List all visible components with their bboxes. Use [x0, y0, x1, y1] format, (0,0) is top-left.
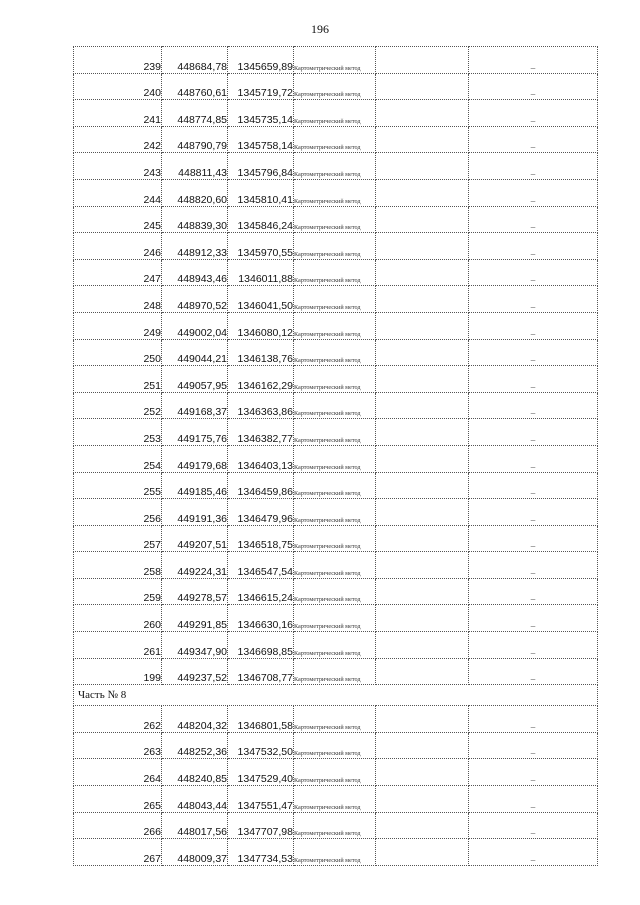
y-coordinate: 1347707,98	[228, 812, 294, 839]
table-row	[74, 286, 598, 313]
empty-cell	[376, 472, 469, 499]
x-coordinate: 448252,36	[162, 732, 228, 759]
table-row	[74, 259, 598, 286]
table-row	[74, 732, 598, 759]
empty-cell	[376, 366, 469, 393]
dash-cell: –	[469, 312, 598, 339]
point-number: 253	[74, 419, 162, 446]
method-cell: Картометрический метод	[294, 445, 376, 472]
dash-cell: –	[469, 472, 598, 499]
method-cell: Картометрический метод	[294, 706, 376, 733]
method-cell: Картометрический метод	[294, 419, 376, 446]
x-coordinate: 448043,44	[162, 786, 228, 813]
method-cell: Картометрический метод	[294, 759, 376, 786]
table-row	[74, 312, 598, 339]
method-cell: Картометрический метод	[294, 658, 376, 685]
dash-cell: –	[469, 179, 598, 206]
method-cell: Картометрический метод	[294, 339, 376, 366]
method-cell: Картометрический метод	[294, 47, 376, 74]
method-cell: Картометрический метод	[294, 233, 376, 260]
empty-cell	[376, 259, 469, 286]
x-coordinate: 448943,46	[162, 259, 228, 286]
table-row	[74, 47, 598, 74]
x-coordinate: 449291,85	[162, 605, 228, 632]
y-coordinate: 1345796,84	[228, 153, 294, 180]
table-body-part-8	[74, 706, 598, 866]
point-number: 260	[74, 605, 162, 632]
y-coordinate: 1346518,75	[228, 525, 294, 552]
point-number: 261	[74, 632, 162, 659]
coordinates-table	[73, 46, 598, 866]
y-coordinate: 1346630,16	[228, 605, 294, 632]
table-row	[74, 552, 598, 579]
dash-cell: –	[469, 206, 598, 233]
empty-cell	[376, 706, 469, 733]
dash-cell: –	[469, 100, 598, 127]
section-header	[74, 685, 598, 706]
y-coordinate: 1346479,96	[228, 499, 294, 526]
method-cell: Картометрический метод	[294, 839, 376, 866]
point-number: 258	[74, 552, 162, 579]
empty-cell	[376, 312, 469, 339]
y-coordinate: 1345735,14	[228, 100, 294, 127]
empty-cell	[376, 73, 469, 100]
table-row	[74, 499, 598, 526]
y-coordinate: 1345846,24	[228, 206, 294, 233]
method-cell: Картометрический метод	[294, 605, 376, 632]
point-number: 263	[74, 732, 162, 759]
y-coordinate: 1346011,88	[228, 259, 294, 286]
point-number: 249	[74, 312, 162, 339]
section-row	[74, 685, 598, 706]
dash-cell: –	[469, 499, 598, 526]
y-coordinate: 1346698,85	[228, 632, 294, 659]
section-label: Часть № 8	[74, 685, 598, 706]
y-coordinate: 1346382,77	[228, 419, 294, 446]
y-coordinate: 1346403,13	[228, 445, 294, 472]
point-number: 241	[74, 100, 162, 127]
x-coordinate: 448820,60	[162, 179, 228, 206]
table-row	[74, 472, 598, 499]
x-coordinate: 449224,31	[162, 552, 228, 579]
point-number: 262	[74, 706, 162, 733]
table-row	[74, 632, 598, 659]
table-row	[74, 525, 598, 552]
empty-cell	[376, 233, 469, 260]
x-coordinate: 449057,95	[162, 366, 228, 393]
y-coordinate: 1346708,77	[228, 658, 294, 685]
dash-cell: –	[469, 525, 598, 552]
point-number: 248	[74, 286, 162, 313]
empty-cell	[376, 419, 469, 446]
table-body-part-7	[74, 47, 598, 685]
y-coordinate: 1346138,76	[228, 339, 294, 366]
point-number: 252	[74, 392, 162, 419]
y-coordinate: 1347532,50	[228, 732, 294, 759]
empty-cell	[376, 552, 469, 579]
dash-cell: –	[469, 759, 598, 786]
table-row	[74, 786, 598, 813]
x-coordinate: 448684,78	[162, 47, 228, 74]
table-row	[74, 759, 598, 786]
y-coordinate: 1346162,29	[228, 366, 294, 393]
method-cell: Картометрический метод	[294, 732, 376, 759]
table-row	[74, 419, 598, 446]
y-coordinate: 1347529,40	[228, 759, 294, 786]
y-coordinate: 1345758,14	[228, 126, 294, 153]
method-cell: Картометрический метод	[294, 286, 376, 313]
method-cell: Картометрический метод	[294, 100, 376, 127]
y-coordinate: 1346547,54	[228, 552, 294, 579]
table-row	[74, 445, 598, 472]
empty-cell	[376, 339, 469, 366]
point-number: 255	[74, 472, 162, 499]
dash-cell: –	[469, 126, 598, 153]
empty-cell	[376, 153, 469, 180]
point-number: 254	[74, 445, 162, 472]
empty-cell	[376, 732, 469, 759]
method-cell: Картометрический метод	[294, 552, 376, 579]
method-cell: Картометрический метод	[294, 472, 376, 499]
table-row	[74, 839, 598, 866]
table-row	[74, 100, 598, 127]
method-cell: Картометрический метод	[294, 259, 376, 286]
x-coordinate: 449175,76	[162, 419, 228, 446]
table-row	[74, 339, 598, 366]
dash-cell: –	[469, 445, 598, 472]
point-number: 242	[74, 126, 162, 153]
point-number: 240	[74, 73, 162, 100]
y-coordinate: 1346459,86	[228, 472, 294, 499]
method-cell: Картометрический метод	[294, 786, 376, 813]
empty-cell	[376, 47, 469, 74]
point-number: 247	[74, 259, 162, 286]
x-coordinate: 449207,51	[162, 525, 228, 552]
table-row	[74, 392, 598, 419]
table-row	[74, 126, 598, 153]
x-coordinate: 448017,56	[162, 812, 228, 839]
x-coordinate: 449278,57	[162, 578, 228, 605]
table-row	[74, 658, 598, 685]
point-number: 246	[74, 233, 162, 260]
empty-cell	[376, 445, 469, 472]
dash-cell: –	[469, 732, 598, 759]
dash-cell: –	[469, 259, 598, 286]
point-number: 251	[74, 366, 162, 393]
method-cell: Картометрический метод	[294, 179, 376, 206]
x-coordinate: 449191,36	[162, 499, 228, 526]
y-coordinate: 1347551,47	[228, 786, 294, 813]
table-row	[74, 812, 598, 839]
y-coordinate: 1345659,89	[228, 47, 294, 74]
method-cell: Картометрический метод	[294, 392, 376, 419]
table-row	[74, 233, 598, 260]
x-coordinate: 448790,79	[162, 126, 228, 153]
x-coordinate: 448774,85	[162, 100, 228, 127]
method-cell: Картометрический метод	[294, 812, 376, 839]
point-number: 245	[74, 206, 162, 233]
empty-cell	[376, 126, 469, 153]
dash-cell: –	[469, 47, 598, 74]
y-coordinate: 1346801,58	[228, 706, 294, 733]
x-coordinate: 449185,46	[162, 472, 228, 499]
dash-cell: –	[469, 73, 598, 100]
dash-cell: –	[469, 366, 598, 393]
dash-cell: –	[469, 706, 598, 733]
dash-cell: –	[469, 839, 598, 866]
y-coordinate: 1346041,50	[228, 286, 294, 313]
dash-cell: –	[469, 605, 598, 632]
empty-cell	[376, 786, 469, 813]
empty-cell	[376, 179, 469, 206]
method-cell: Картометрический метод	[294, 578, 376, 605]
point-number: 259	[74, 578, 162, 605]
empty-cell	[376, 839, 469, 866]
point-number: 265	[74, 786, 162, 813]
y-coordinate: 1345719,72	[228, 73, 294, 100]
empty-cell	[376, 392, 469, 419]
table-row	[74, 578, 598, 605]
dash-cell: –	[469, 153, 598, 180]
empty-cell	[376, 499, 469, 526]
empty-cell	[376, 632, 469, 659]
x-coordinate: 448240,85	[162, 759, 228, 786]
y-coordinate: 1346615,24	[228, 578, 294, 605]
dash-cell: –	[469, 339, 598, 366]
method-cell: Картометрический метод	[294, 499, 376, 526]
method-cell: Картометрический метод	[294, 525, 376, 552]
table-row	[74, 206, 598, 233]
point-number: 266	[74, 812, 162, 839]
empty-cell	[376, 525, 469, 552]
dash-cell: –	[469, 812, 598, 839]
empty-cell	[376, 286, 469, 313]
empty-cell	[376, 578, 469, 605]
empty-cell	[376, 605, 469, 632]
method-cell: Картометрический метод	[294, 73, 376, 100]
table-row	[74, 73, 598, 100]
dash-cell: –	[469, 392, 598, 419]
dash-cell: –	[469, 658, 598, 685]
point-number: 256	[74, 499, 162, 526]
dash-cell: –	[469, 578, 598, 605]
x-coordinate: 449347,90	[162, 632, 228, 659]
method-cell: Картометрический метод	[294, 312, 376, 339]
method-cell: Картометрический метод	[294, 632, 376, 659]
dash-cell: –	[469, 786, 598, 813]
point-number: 199	[74, 658, 162, 685]
empty-cell	[376, 812, 469, 839]
table-row	[74, 706, 598, 733]
point-number: 239	[74, 47, 162, 74]
point-number: 267	[74, 839, 162, 866]
table-row	[74, 179, 598, 206]
y-coordinate: 1347734,53	[228, 839, 294, 866]
y-coordinate: 1345810,41	[228, 179, 294, 206]
x-coordinate: 448912,33	[162, 233, 228, 260]
table-row	[74, 366, 598, 393]
x-coordinate: 449044,21	[162, 339, 228, 366]
dash-cell: –	[469, 233, 598, 260]
empty-cell	[376, 759, 469, 786]
x-coordinate: 448009,37	[162, 839, 228, 866]
empty-cell	[376, 206, 469, 233]
x-coordinate: 448760,61	[162, 73, 228, 100]
x-coordinate: 449179,68	[162, 445, 228, 472]
dash-cell: –	[469, 552, 598, 579]
point-number: 264	[74, 759, 162, 786]
y-coordinate: 1345970,55	[228, 233, 294, 260]
method-cell: Картометрический метод	[294, 206, 376, 233]
dash-cell: –	[469, 286, 598, 313]
method-cell: Картометрический метод	[294, 366, 376, 393]
table-row	[74, 605, 598, 632]
empty-cell	[376, 100, 469, 127]
x-coordinate: 448811,43	[162, 153, 228, 180]
y-coordinate: 1346363,86	[228, 392, 294, 419]
x-coordinate: 449168,37	[162, 392, 228, 419]
method-cell: Картометрический метод	[294, 153, 376, 180]
point-number: 250	[74, 339, 162, 366]
table-row	[74, 153, 598, 180]
x-coordinate: 449002,04	[162, 312, 228, 339]
x-coordinate: 448204,32	[162, 706, 228, 733]
point-number: 257	[74, 525, 162, 552]
page-number: 196	[311, 22, 329, 36]
dash-cell: –	[469, 632, 598, 659]
empty-cell	[376, 658, 469, 685]
x-coordinate: 448970,52	[162, 286, 228, 313]
x-coordinate: 448839,30	[162, 206, 228, 233]
y-coordinate: 1346080,12	[228, 312, 294, 339]
method-cell: Картометрический метод	[294, 126, 376, 153]
x-coordinate: 449237,52	[162, 658, 228, 685]
point-number: 243	[74, 153, 162, 180]
dash-cell: –	[469, 419, 598, 446]
point-number: 244	[74, 179, 162, 206]
